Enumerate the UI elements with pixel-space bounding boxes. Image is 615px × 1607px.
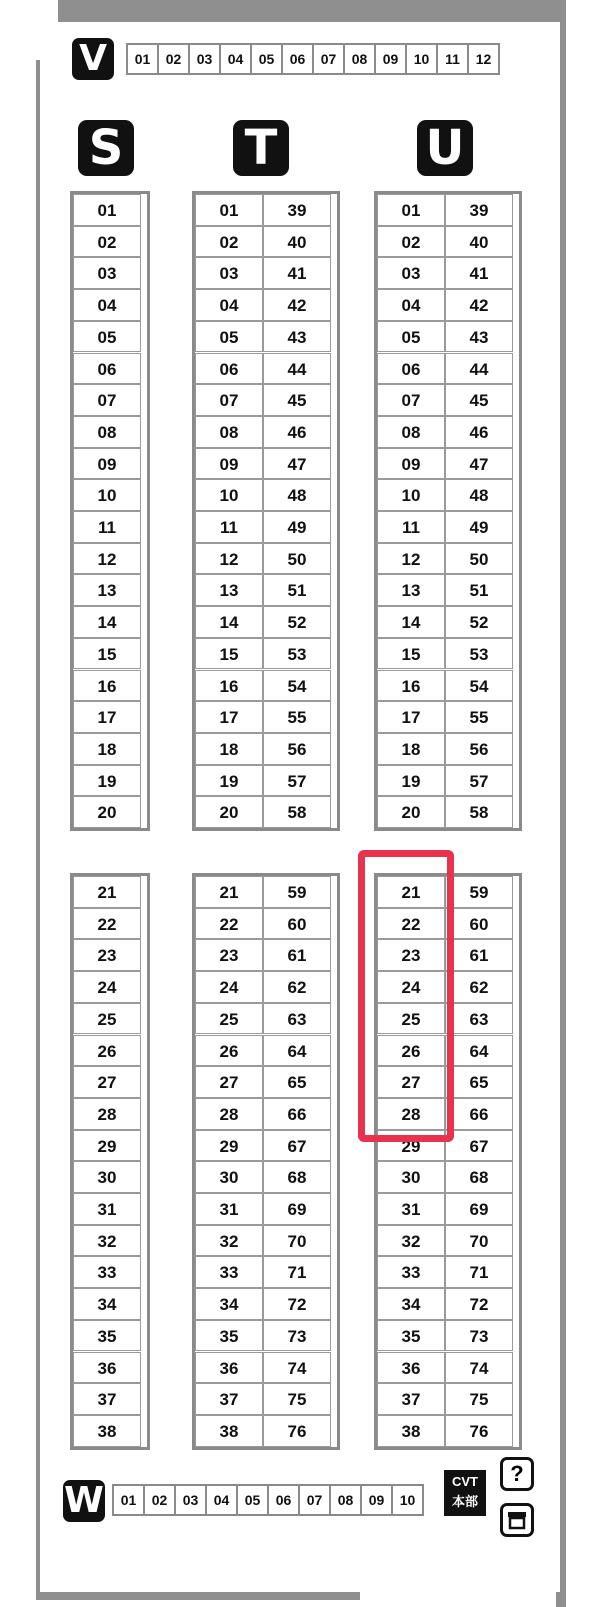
v-spot-09[interactable]: 09 [374,43,407,75]
w-spot-07[interactable]: 07 [298,1484,331,1516]
t-booth-32[interactable]: 32 [195,1225,263,1257]
u-booth-74[interactable]: 74 [445,1352,513,1384]
s-booth-01[interactable]: 01 [73,194,141,226]
s-booth-10[interactable]: 10 [73,479,141,511]
u-booth-46[interactable]: 46 [445,416,513,448]
u-booth-26[interactable]: 26 [377,1035,445,1067]
hq-line2: 本部 [451,1494,478,1509]
u-booth-71[interactable]: 71 [445,1256,513,1288]
s-booth-08[interactable]: 08 [73,416,141,448]
u-booth-17[interactable]: 17 [377,701,445,733]
t-booth-02[interactable]: 02 [195,226,263,258]
t-booth-31[interactable]: 31 [195,1193,263,1225]
t-booth-70[interactable]: 70 [263,1225,331,1257]
v-spot-05[interactable]: 05 [250,43,283,75]
v-spot-04[interactable]: 04 [219,43,252,75]
u-booth-52[interactable]: 52 [445,606,513,638]
t-booth-68[interactable]: 68 [263,1161,331,1193]
s-booth-30[interactable]: 30 [73,1161,141,1193]
t-booth-53[interactable]: 53 [263,638,331,670]
t-booth-07[interactable]: 07 [195,384,263,416]
t-booth-11[interactable]: 11 [195,511,263,543]
u-booth-34[interactable]: 34 [377,1288,445,1320]
t-booth-10[interactable]: 10 [195,479,263,511]
s-booth-28[interactable]: 28 [73,1098,141,1130]
u-booth-14[interactable]: 14 [377,606,445,638]
t-booth-66[interactable]: 66 [263,1098,331,1130]
s-booth-34[interactable]: 34 [73,1288,141,1320]
w-spot-05[interactable]: 05 [236,1484,269,1516]
u-booth-24[interactable]: 24 [377,971,445,1003]
u-booth-72[interactable]: 72 [445,1288,513,1320]
s-booth-27[interactable]: 27 [73,1066,141,1098]
v-spot-12[interactable]: 12 [467,43,500,75]
u-booth-43[interactable]: 43 [445,321,513,353]
s-booth-36[interactable]: 36 [73,1352,141,1384]
u-booth-03[interactable]: 03 [377,257,445,289]
u-booth-28[interactable]: 28 [377,1098,445,1130]
u-booth-44[interactable]: 44 [445,353,513,385]
t-booth-54[interactable]: 54 [263,670,331,702]
highlight-u-21-28 [358,850,454,1142]
u-booth-07[interactable]: 07 [377,384,445,416]
t-booth-33[interactable]: 33 [195,1256,263,1288]
u-booth-30[interactable]: 30 [377,1161,445,1193]
t-booth-35[interactable]: 35 [195,1320,263,1352]
u-booth-15[interactable]: 15 [377,638,445,670]
t-booth-40[interactable]: 40 [263,226,331,258]
s-booth-38[interactable]: 38 [73,1415,141,1447]
w-spot-10[interactable]: 10 [391,1484,424,1516]
t-booth-55[interactable]: 55 [263,701,331,733]
t-booth-29[interactable]: 29 [195,1130,263,1162]
t-booth-15[interactable]: 15 [195,638,263,670]
u-booth-66[interactable]: 66 [445,1098,513,1130]
u-booth-60[interactable]: 60 [445,908,513,940]
u-booth-18[interactable]: 18 [377,733,445,765]
t-booth-52[interactable]: 52 [263,606,331,638]
u-booth-35[interactable]: 35 [377,1320,445,1352]
column-u-label: U [417,120,473,176]
hq-line1: CVT [452,1474,478,1489]
row-w-spots [114,1484,424,1516]
t-booth-61[interactable]: 61 [263,939,331,971]
row-v-spots [128,43,500,75]
u-booth-23[interactable]: 23 [377,939,445,971]
t-booth-03[interactable]: 03 [195,257,263,289]
u-booth-67[interactable]: 67 [445,1130,513,1162]
s-booth-24[interactable]: 24 [73,971,141,1003]
t-booth-64[interactable]: 64 [263,1035,331,1067]
u-booth-61[interactable]: 61 [445,939,513,971]
column-s-label: S [78,120,134,176]
t-booth-56[interactable]: 56 [263,733,331,765]
u-booth-09[interactable]: 09 [377,448,445,480]
v-spot-10[interactable]: 10 [405,43,438,75]
t-booth-60[interactable]: 60 [263,908,331,940]
s-booth-35[interactable]: 35 [73,1320,141,1352]
u-booth-45[interactable]: 45 [445,384,513,416]
w-spot-04[interactable]: 04 [205,1484,238,1516]
t-booth-47[interactable]: 47 [263,448,331,480]
s-booth-14[interactable]: 14 [73,606,141,638]
w-spot-08[interactable]: 08 [329,1484,362,1516]
u-booth-13[interactable]: 13 [377,574,445,606]
t-booth-65[interactable]: 65 [263,1066,331,1098]
s-booth-23[interactable]: 23 [73,939,141,971]
t-booth-13[interactable]: 13 [195,574,263,606]
v-spot-08[interactable]: 08 [343,43,376,75]
s-booth-16[interactable]: 16 [73,670,141,702]
t-booth-24[interactable]: 24 [195,971,263,1003]
s-booth-02[interactable]: 02 [73,226,141,258]
u-booth-48[interactable]: 48 [445,479,513,511]
u-booth-53[interactable]: 53 [445,638,513,670]
u-booth-08[interactable]: 08 [377,416,445,448]
t-booth-48[interactable]: 48 [263,479,331,511]
t-booth-01[interactable]: 01 [195,194,263,226]
s-booth-12[interactable]: 12 [73,543,141,575]
s-booth-13[interactable]: 13 [73,574,141,606]
t-booth-23[interactable]: 23 [195,939,263,971]
s-booth-33[interactable]: 33 [73,1256,141,1288]
t-booth-20[interactable]: 20 [195,796,263,828]
s-booth-15[interactable]: 15 [73,638,141,670]
t-booth-18[interactable]: 18 [195,733,263,765]
u-booth-27[interactable]: 27 [377,1066,445,1098]
u-booth-12[interactable]: 12 [377,543,445,575]
t-booth-41[interactable]: 41 [263,257,331,289]
s-booth-20[interactable]: 20 [73,796,141,828]
s-booth-09[interactable]: 09 [73,448,141,480]
u-booth-75[interactable]: 75 [445,1383,513,1415]
t-booth-06[interactable]: 06 [195,353,263,385]
u-booth-55[interactable]: 55 [445,701,513,733]
w-spot-06[interactable]: 06 [267,1484,300,1516]
top-wall [58,0,558,22]
t-booth-09[interactable]: 09 [195,448,263,480]
u-booth-01[interactable]: 01 [377,194,445,226]
s-booth-11[interactable]: 11 [73,511,141,543]
w-spot-02[interactable]: 02 [143,1484,176,1516]
t-booth-16[interactable]: 16 [195,670,263,702]
t-booth-46[interactable]: 46 [263,416,331,448]
help-icon[interactable]: ? [500,1457,534,1491]
column-t-label: T [233,120,289,176]
t-booth-72[interactable]: 72 [263,1288,331,1320]
u-booth-76[interactable]: 76 [445,1415,513,1447]
s-booth-32[interactable]: 32 [73,1225,141,1257]
v-spot-01[interactable]: 01 [126,43,159,75]
u-booth-47[interactable]: 47 [445,448,513,480]
s-booth-26[interactable]: 26 [73,1035,141,1067]
t-booth-17[interactable]: 17 [195,701,263,733]
t-booth-74[interactable]: 74 [263,1352,331,1384]
u-booth-42[interactable]: 42 [445,289,513,321]
t-booth-76[interactable]: 76 [263,1415,331,1447]
u-booth-29[interactable]: 29 [377,1130,445,1162]
t-booth-12[interactable]: 12 [195,543,263,575]
t-booth-42[interactable]: 42 [263,289,331,321]
t-booth-38[interactable]: 38 [195,1415,263,1447]
w-spot-03[interactable]: 03 [174,1484,207,1516]
u-booth-39[interactable]: 39 [445,194,513,226]
s-booth-31[interactable]: 31 [73,1193,141,1225]
store-icon[interactable] [500,1503,534,1537]
u-booth-37[interactable]: 37 [377,1383,445,1415]
u-booth-41[interactable]: 41 [445,257,513,289]
s-booth-18[interactable]: 18 [73,733,141,765]
u-booth-73[interactable]: 73 [445,1320,513,1352]
t-booth-30[interactable]: 30 [195,1161,263,1193]
u-booth-63[interactable]: 63 [445,1003,513,1035]
u-booth-32[interactable]: 32 [377,1225,445,1257]
v-spot-07[interactable]: 07 [312,43,345,75]
t-booth-67[interactable]: 67 [263,1130,331,1162]
s-booth-29[interactable]: 29 [73,1130,141,1162]
w-spot-01[interactable]: 01 [112,1484,145,1516]
u-booth-38[interactable]: 38 [377,1415,445,1447]
t-booth-19[interactable]: 19 [195,765,263,797]
u-booth-16[interactable]: 16 [377,670,445,702]
u-booth-25[interactable]: 25 [377,1003,445,1035]
u-booth-22[interactable]: 22 [377,908,445,940]
t-booth-36[interactable]: 36 [195,1352,263,1384]
t-booth-44[interactable]: 44 [263,353,331,385]
u-booth-31[interactable]: 31 [377,1193,445,1225]
s-booth-22[interactable]: 22 [73,908,141,940]
t-booth-14[interactable]: 14 [195,606,263,638]
u-booth-21[interactable]: 21 [377,876,445,908]
t-booth-05[interactable]: 05 [195,321,263,353]
s-booth-05[interactable]: 05 [73,321,141,353]
t-booth-34[interactable]: 34 [195,1288,263,1320]
u-booth-70[interactable]: 70 [445,1225,513,1257]
s-booth-19[interactable]: 19 [73,765,141,797]
u-booth-68[interactable]: 68 [445,1161,513,1193]
t-booth-25[interactable]: 25 [195,1003,263,1035]
u-booth-50[interactable]: 50 [445,543,513,575]
t-booth-69[interactable]: 69 [263,1193,331,1225]
row-w-label: W [64,1480,104,1521]
u-booth-58[interactable]: 58 [445,796,513,828]
t-booth-27[interactable]: 27 [195,1066,263,1098]
store-icon-glyph [503,1506,531,1534]
t-booth-08[interactable]: 08 [195,416,263,448]
u-booth-49[interactable]: 49 [445,511,513,543]
s-booth-04[interactable]: 04 [73,289,141,321]
s-booth-06[interactable]: 06 [73,353,141,385]
u-booth-11[interactable]: 11 [377,511,445,543]
u-booth-20[interactable]: 20 [377,796,445,828]
t-booth-39[interactable]: 39 [263,194,331,226]
t-booth-04[interactable]: 04 [195,289,263,321]
t-booth-62[interactable]: 62 [263,971,331,1003]
s-booth-07[interactable]: 07 [73,384,141,416]
t-booth-22[interactable]: 22 [195,908,263,940]
u-booth-05[interactable]: 05 [377,321,445,353]
t-booth-75[interactable]: 75 [263,1383,331,1415]
u-booth-33[interactable]: 33 [377,1256,445,1288]
v-spot-11[interactable]: 11 [436,43,469,75]
t-booth-73[interactable]: 73 [263,1320,331,1352]
u-booth-19[interactable]: 19 [377,765,445,797]
u-booth-06[interactable]: 06 [377,353,445,385]
u-booth-59[interactable]: 59 [445,876,513,908]
u-booth-02[interactable]: 02 [377,226,445,258]
t-booth-21[interactable]: 21 [195,876,263,908]
v-spot-02[interactable]: 02 [157,43,190,75]
s-booth-37[interactable]: 37 [73,1383,141,1415]
t-booth-49[interactable]: 49 [263,511,331,543]
t-booth-59[interactable]: 59 [263,876,331,908]
t-booth-57[interactable]: 57 [263,765,331,797]
u-booth-65[interactable]: 65 [445,1066,513,1098]
t-booth-63[interactable]: 63 [263,1003,331,1035]
t-booth-71[interactable]: 71 [263,1256,331,1288]
u-booth-04[interactable]: 04 [377,289,445,321]
u-booth-64[interactable]: 64 [445,1035,513,1067]
v-spot-06[interactable]: 06 [281,43,314,75]
u-booth-57[interactable]: 57 [445,765,513,797]
t-booth-28[interactable]: 28 [195,1098,263,1130]
t-booth-51[interactable]: 51 [263,574,331,606]
u-booth-10[interactable]: 10 [377,479,445,511]
u-booth-62[interactable]: 62 [445,971,513,1003]
s-booth-25[interactable]: 25 [73,1003,141,1035]
hq-mark [444,1470,486,1516]
u-booth-36[interactable]: 36 [377,1352,445,1384]
t-booth-37[interactable]: 37 [195,1383,263,1415]
u-booth-51[interactable]: 51 [445,574,513,606]
u-booth-56[interactable]: 56 [445,733,513,765]
w-spot-09[interactable]: 09 [360,1484,393,1516]
t-booth-43[interactable]: 43 [263,321,331,353]
t-booth-50[interactable]: 50 [263,543,331,575]
u-booth-54[interactable]: 54 [445,670,513,702]
u-booth-40[interactable]: 40 [445,226,513,258]
s-booth-03[interactable]: 03 [73,257,141,289]
v-spot-03[interactable]: 03 [188,43,221,75]
u-booth-69[interactable]: 69 [445,1193,513,1225]
t-booth-45[interactable]: 45 [263,384,331,416]
t-booth-58[interactable]: 58 [263,796,331,828]
s-booth-17[interactable]: 17 [73,701,141,733]
s-booth-21[interactable]: 21 [73,876,141,908]
row-v-label: V [72,38,114,80]
t-booth-26[interactable]: 26 [195,1035,263,1067]
